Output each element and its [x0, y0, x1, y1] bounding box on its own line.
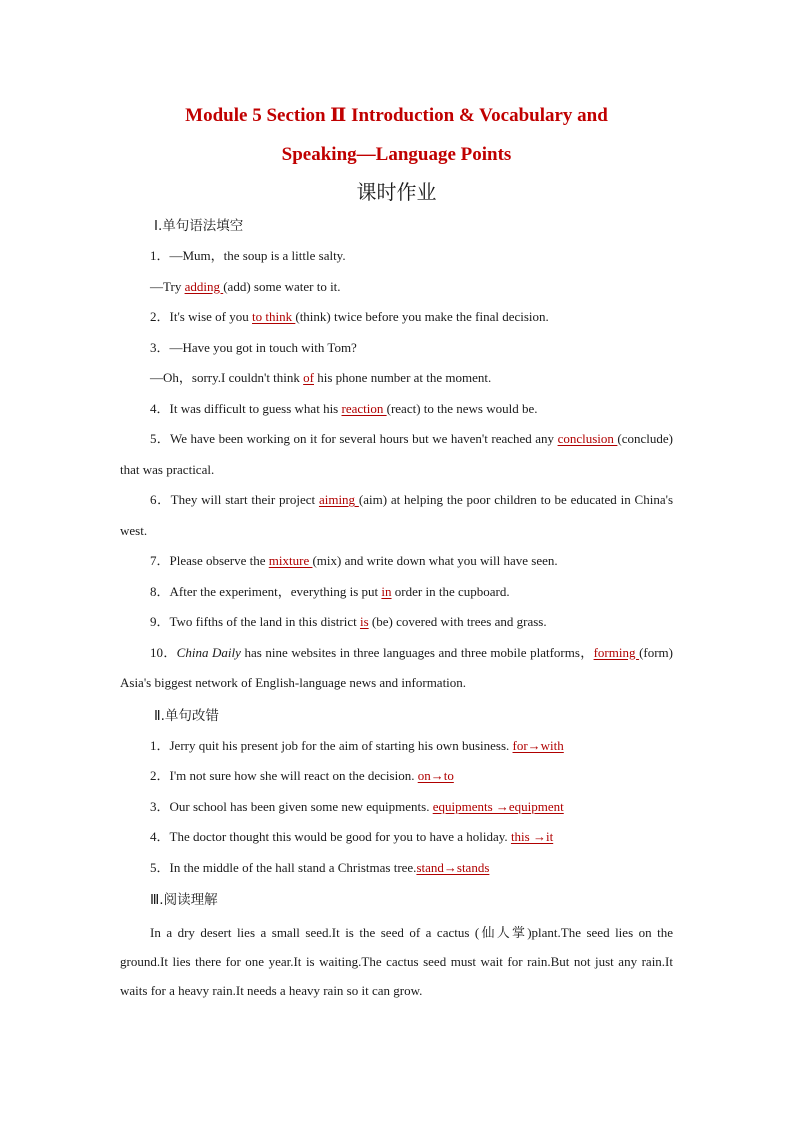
question-4: 4．It was difficult to guess what his reaction (react) to the news would be. — [150, 400, 538, 416]
answer: equipments →equipment — [432, 798, 564, 814]
answer: this →it — [510, 829, 554, 844]
document-subtitle: 课时作业 — [356, 180, 437, 204]
document-title — [120, 96, 673, 174]
title-line-2: Speaking—Language Points — [281, 144, 512, 165]
question-3b: —Oh，sorry.I couldn't think of his phone number at the moment. — [150, 370, 492, 385]
correction-5: 5．In the middle of the hall stand a Christmas tree.stand→stands — [150, 859, 490, 875]
question-9: 9．Two fifths of the land in this district is (be) covered with trees and grass. — [150, 614, 547, 629]
answer: reaction — [341, 400, 387, 416]
question-5: 5．We have been working on it for several hours but we haven't reached any conclusion (conclude) that was practical. — [120, 431, 674, 477]
title-line-1: Module 5 Section Ⅱ Introduction & Vocabulary and — [185, 105, 608, 126]
answer: to think — [252, 309, 296, 324]
question-1b: —Try adding (add) some water to it. — [150, 278, 341, 294]
answer: aiming — [318, 492, 359, 507]
newspaper-name: China Daily — [176, 644, 241, 660]
question-2: 2．It's wise of you to think (think) twice before you make the final decision. — [150, 309, 549, 324]
correction-4: 4．The doctor thought this would be good for you to have a holiday. this →it — [150, 829, 554, 844]
question-6: 6．They will start their project aiming (aim) at helping the poor children to be educated in China's west. — [120, 492, 673, 538]
section-heading-reading: Ⅲ.阅读理解 — [150, 892, 218, 908]
reading-paragraph: In a dry desert lies a small seed.It is the seed of a cactus (仙人掌)plant.The seed lies on the ground.It lies there for one year.It is waiting.The cactus seed must wait for rain.But not just any rain.It waits for a heavy rain.It needs a heavy rain so it can grow. — [120, 925, 673, 998]
section-heading-correction: Ⅱ.单句改错 — [154, 707, 219, 724]
answer: forming — [593, 644, 640, 660]
correction-3: 3．Our school has been given some new equipments. equipments →equipment — [150, 798, 564, 814]
answer: stand→stands — [416, 859, 490, 875]
answer: mixture — [268, 553, 313, 568]
answer: adding — [184, 278, 224, 294]
correction-1: 1．Jerry quit his present job for the aim of starting his own business. for→with — [150, 737, 564, 753]
question-7: 7．Please observe the mixture (mix) and write down what you will have seen. — [150, 553, 558, 568]
answer: for→with — [512, 737, 564, 753]
answer: in — [381, 583, 392, 599]
correction-2: 2．I'm not sure how she will react on the decision. on→to — [150, 768, 454, 783]
answer: on→to — [417, 768, 454, 783]
question-1a: 1．—Mum，the soup is a little salty. — [150, 248, 346, 263]
answer: is — [359, 614, 369, 629]
answer: of — [303, 370, 314, 385]
question-10: 10．China Daily has nine websites in three languages and three mobile platforms，forming (form) Asia's biggest network of English-language news and information. — [120, 644, 673, 690]
section-heading-grammar: Ⅰ.单句语法填空 — [154, 218, 244, 234]
question-8: 8．After the experiment，everything is put in order in the cupboard. — [150, 583, 510, 599]
question-3a: 3．—Have you got in touch with Tom? — [150, 339, 357, 355]
document-page — [120, 96, 673, 1005]
answer: conclusion — [557, 431, 618, 446]
